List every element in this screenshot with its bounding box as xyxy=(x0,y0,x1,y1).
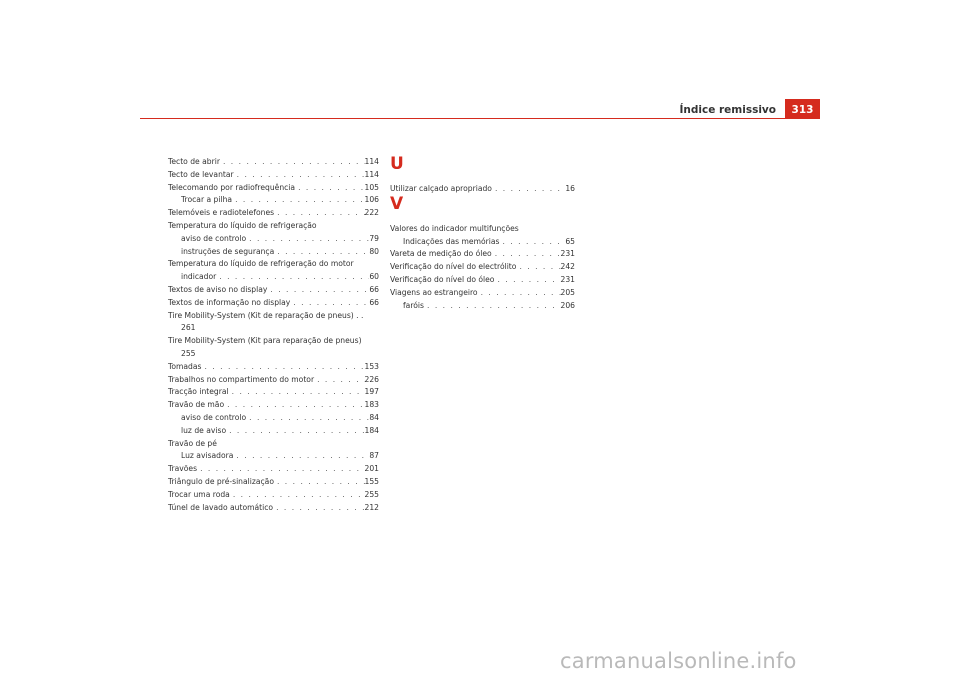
entry-label: Indicações das memórias xyxy=(403,236,500,246)
entry-label: Verificação do nível do electrólito xyxy=(390,262,517,272)
entry-page: 212 xyxy=(364,502,379,512)
entry-label: Verificação do nível do óleo xyxy=(390,274,495,284)
leader-dots xyxy=(233,450,369,463)
entry-label: Tracção integral xyxy=(168,387,229,397)
entry-page: 114 xyxy=(364,169,379,179)
leader-dots xyxy=(226,425,364,438)
entry-page: 106 xyxy=(364,195,379,205)
leader-dots xyxy=(232,194,364,207)
entry-page: 66 xyxy=(369,284,379,294)
index-entry[interactable] xyxy=(168,169,379,182)
index-subentry[interactable] xyxy=(168,271,379,284)
entry-label: aviso de controlo xyxy=(181,233,247,243)
index-entry[interactable] xyxy=(390,261,575,274)
entry-label: Trocar a pilha xyxy=(181,195,233,205)
entry-label: Trocar uma roda xyxy=(168,489,230,499)
entry-page: 60 xyxy=(369,272,379,282)
leader-dots xyxy=(499,236,565,249)
index-heading: Travão de pé xyxy=(168,438,217,448)
entry-page: 222 xyxy=(364,208,379,218)
entry-label: Tecto de abrir xyxy=(168,157,220,166)
entry-page: 242 xyxy=(560,262,575,272)
entry-label: Túnel de lavado automático xyxy=(168,502,274,512)
entry-label: Travões xyxy=(168,464,198,474)
leader-dots xyxy=(246,412,369,425)
entry-label: Telemóveis e radiotelefones xyxy=(168,208,275,218)
entry-label: aviso de controlo xyxy=(181,412,247,422)
entry-page: 205 xyxy=(560,287,575,297)
leader-dots xyxy=(478,287,561,300)
index-entry[interactable] xyxy=(168,374,379,387)
leader-dots xyxy=(314,374,364,387)
entry-page: 65 xyxy=(565,236,575,246)
page-header-title: Índice remissivo xyxy=(679,104,776,116)
index-entry[interactable] xyxy=(168,386,379,399)
index-entry[interactable] xyxy=(168,489,379,502)
index-heading: Temperatura do líquido de refrigeração xyxy=(168,220,317,230)
entry-page: 231 xyxy=(560,249,575,259)
index-subentry[interactable] xyxy=(390,236,575,249)
index-heading: Temperatura do líquido de refrigeração do motor xyxy=(168,259,354,269)
entry-label: Tecto de levantar xyxy=(168,169,234,179)
leader-dots xyxy=(273,502,364,515)
page-number-badge: 313 xyxy=(785,99,820,119)
entry-page: 155 xyxy=(364,476,379,486)
section-letter-v: V xyxy=(390,193,404,214)
entry-page: 66 xyxy=(369,297,379,307)
index-entry[interactable] xyxy=(168,361,379,374)
index-entry[interactable] xyxy=(168,476,379,489)
entry-page: 184 xyxy=(364,425,379,435)
index-entry[interactable] xyxy=(168,284,379,297)
entry-label: Tomadas xyxy=(168,361,202,371)
index-subentry[interactable] xyxy=(168,425,379,438)
index-entry[interactable] xyxy=(168,182,379,195)
leader-dots xyxy=(201,361,364,374)
entry-page: 201 xyxy=(364,464,379,474)
entry-page: 206 xyxy=(560,300,575,310)
entry-label: Triângulo de pré-sinalização xyxy=(168,476,274,486)
entry-page: 79 xyxy=(369,233,379,243)
entry-page: 84 xyxy=(369,412,379,422)
entry-page: 183 xyxy=(364,400,379,410)
leader-dots xyxy=(424,300,561,313)
leader-dots xyxy=(274,476,365,489)
leader-dots xyxy=(494,274,560,287)
entry-label: Vareta de medição do óleo xyxy=(390,249,492,259)
entry-label: Telecomando por radiofrequência xyxy=(168,182,296,192)
entry-label: Tire Mobility-System (Kit para reparação de pneus) xyxy=(168,336,362,346)
entry-page: 226 xyxy=(364,374,379,384)
index-entry[interactable] xyxy=(168,207,379,220)
leader-dots xyxy=(197,463,364,476)
index-entry[interactable] xyxy=(168,156,379,169)
entry-label: indicador xyxy=(181,272,217,282)
entry-label: Tire Mobility-System (Kit de reparação de pneus) . . xyxy=(168,310,364,320)
index-subentry[interactable] xyxy=(168,412,379,425)
leader-dots xyxy=(295,182,364,195)
leader-dots xyxy=(234,169,365,182)
leader-dots xyxy=(220,156,365,169)
leader-dots xyxy=(229,386,365,399)
leader-dots xyxy=(290,297,369,310)
entry-label: luz de aviso xyxy=(181,425,227,435)
index-entry[interactable] xyxy=(168,297,379,310)
header-divider xyxy=(140,118,820,119)
watermark-text: carmanualsonline.info xyxy=(560,649,797,673)
index-entry[interactable] xyxy=(168,463,379,476)
entry-page: 231 xyxy=(560,274,575,284)
index-entry[interactable] xyxy=(168,502,379,515)
section-letter-u: U xyxy=(390,154,404,174)
index-subentry[interactable] xyxy=(168,233,379,246)
index-entry[interactable] xyxy=(168,399,379,412)
entry-label: faróis xyxy=(403,300,424,310)
entry-page: 105 xyxy=(364,182,379,192)
index-subentry[interactable] xyxy=(168,246,379,259)
entry-label: Textos de informação no display xyxy=(168,297,291,307)
leader-dots xyxy=(216,271,369,284)
entry-label: Luz avisadora xyxy=(181,451,234,461)
leader-dots xyxy=(492,183,565,196)
entry-page: 16 xyxy=(565,184,575,193)
leader-dots xyxy=(224,399,364,412)
leader-dots xyxy=(492,248,561,261)
entry-page: 87 xyxy=(369,451,379,461)
index-entry[interactable] xyxy=(390,287,575,300)
entry-label: instruções de segurança xyxy=(181,246,275,256)
index-subentry[interactable] xyxy=(168,450,379,463)
entry-label: Textos de aviso no display xyxy=(168,284,268,294)
index-column-left xyxy=(168,156,379,514)
index-entry[interactable] xyxy=(168,310,379,336)
leader-dots xyxy=(274,246,369,259)
entry-page: 197 xyxy=(364,387,379,397)
entry-label: Utilizar calçado apropriado xyxy=(390,184,492,193)
leader-dots xyxy=(230,489,365,502)
entry-page: 261 xyxy=(181,323,196,333)
entry-page: 114 xyxy=(364,157,379,166)
index-entry[interactable] xyxy=(390,183,575,196)
entry-page: 80 xyxy=(369,246,379,256)
index-entry[interactable] xyxy=(168,335,379,361)
leader-dots xyxy=(516,261,560,274)
entry-page: 255 xyxy=(181,348,196,358)
entry-label: Trabalhos no compartimento do motor xyxy=(168,374,315,384)
entry-label: Viagens ao estrangeiro xyxy=(390,287,478,297)
index-column-right xyxy=(390,156,575,312)
index-subentry[interactable] xyxy=(390,300,575,313)
entry-page: 153 xyxy=(364,361,379,371)
index-entry[interactable] xyxy=(390,274,575,287)
entry-label: Travão de mão xyxy=(168,400,225,410)
index-heading: Valores do indicador multifunções xyxy=(390,223,519,233)
index-subentry[interactable] xyxy=(168,194,379,207)
leader-dots xyxy=(267,284,369,297)
leader-dots xyxy=(274,207,364,220)
entry-page: 255 xyxy=(364,489,379,499)
index-entry[interactable] xyxy=(390,248,575,261)
leader-dots xyxy=(246,233,369,246)
